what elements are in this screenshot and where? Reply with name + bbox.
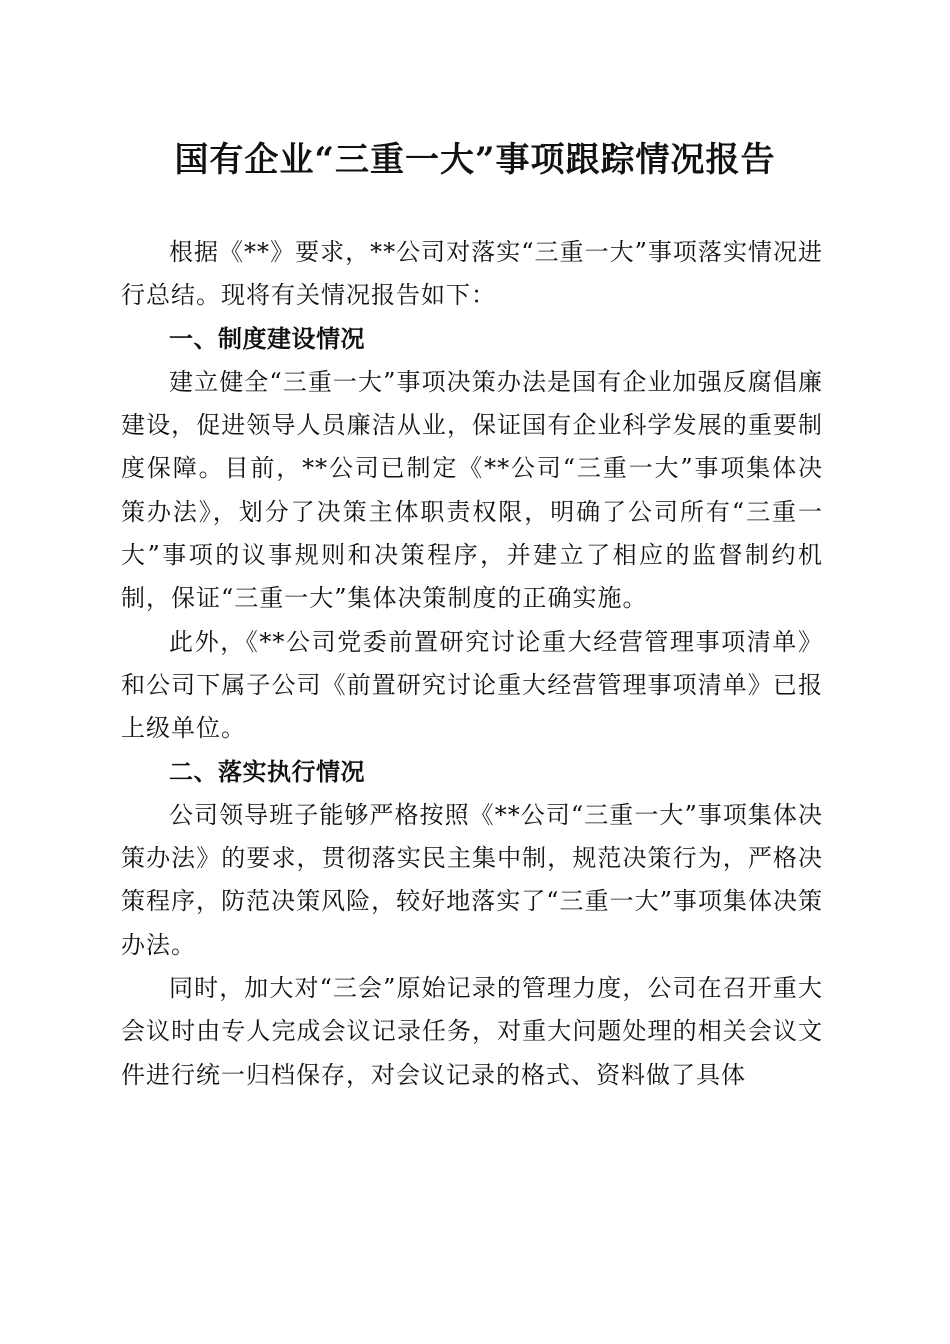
section1-paragraph-2: 此外，《**公司党委前置研究讨论重大经营管理事项清单》和公司下属子公司《前置研究讨论重大经营管理事项清单》已报上级单位。 [121,627,823,743]
section1-paragraph-1: 建立健全“三重一大”事项决策办法是国有企业加强反腐倡廉建设，促进领导人员廉洁从业，保证国有企业科学发展的重要制度保障。目前，**公司已制定《**公司“三重一大”事项集体决策办法》，划分了决策主体职责权限，明确了公司所有“三重一大”事项的议事规则和决策程序，并建立了相应的监督制约机制，保证“三重一大”集体决策制度的正确实施。 [121,367,823,613]
document-title: 国有企业“三重一大”事项跟踪情况报告 [174,140,776,180]
section2-paragraph-2: 同时，加大对“三会”原始记录的管理力度，公司在召开重大会议时由专人完成会议记录任务，对重大问题处理的相关会议文件进行统一归档保存，对会议记录的格式、资料做了具体 [121,974,823,1089]
intro-paragraph: 根据《**》要求，**公司对落实“三重一大”事项落实情况进行总结。现将有关情况报告如下： [121,238,823,310]
document-body [121,231,823,1097]
section-heading-implementation: 二、落实执行情况 [169,757,365,786]
section-heading-system-construction: 一、制度建设情况 [169,324,365,353]
section2-paragraph-1: 公司领导班子能够严格按照《**公司“三重一大”事项集体决策办法》的要求，贯彻落实民主集中制，规范决策行为，严格决策程序，防范决策风险，较好地落实了“三重一大”事项集体决策办法。 [121,800,823,959]
